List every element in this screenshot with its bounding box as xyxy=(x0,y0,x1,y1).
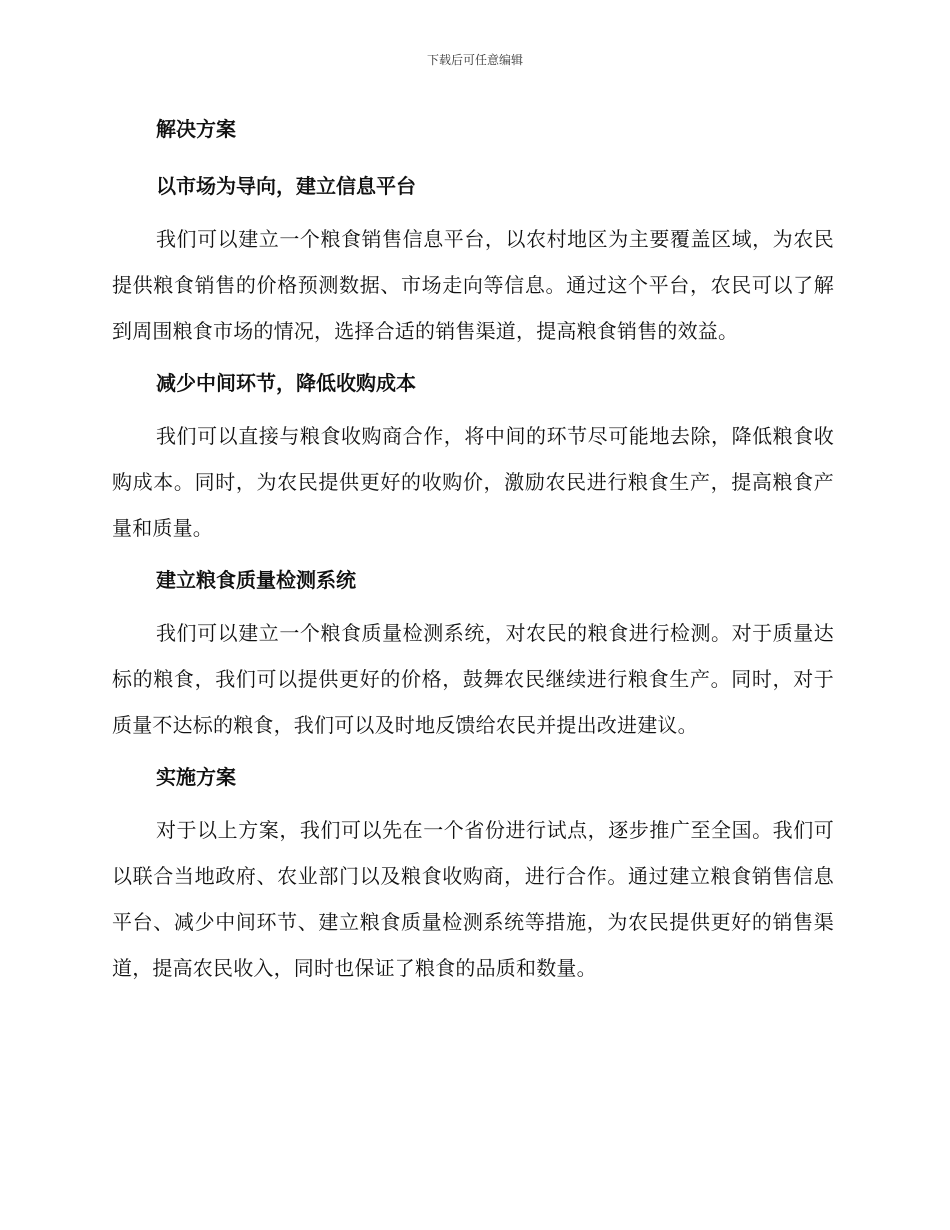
paragraph-info-platform: 我们可以建立一个粮食销售信息平台，以农村地区为主要覆盖区域，为农民提供粮食销售的价格预测数据、市场走向等信息。通过这个平台，农民可以了解到周围粮食市场的情况，选择合适的销售渠道，提高粮食销售的效益。 xyxy=(112,227,834,343)
paragraph-implementation: 对于以上方案，我们可以先在一个省份进行试点，逐步推广至全国。我们可以联合当地政府、农业部门以及粮食收购商，进行合作。通过建立粮食销售信息平台、减少中间环节、建立粮食质量检测系统等措施，为农民提供更好的销售渠道，提高农民收入，同时也保证了粮食的品质和数量。 xyxy=(112,818,834,980)
paragraph-reduce-intermediaries: 我们可以直接与粮食收购商合作，将中间的环节尽可能地去除，降低粮食收购成本。同时，为农民提供更好的收购价，激励农民进行粮食生产，提高粮食产量和质量。 xyxy=(112,424,834,540)
section-heading-implementation: 实施方案 xyxy=(156,765,236,789)
subheading-info-platform: 以市场为导向，建立信息平台 xyxy=(156,174,416,198)
section-heading-solution: 解决方案 xyxy=(156,117,236,141)
subheading-quality-inspection: 建立粮食质量检测系统 xyxy=(156,568,356,592)
subheading-reduce-intermediaries: 减少中间环节，降低收购成本 xyxy=(156,371,416,395)
paragraph-quality-inspection: 我们可以建立一个粮食质量检测系统，对农民的粮食进行检测。对于质量达标的粮食，我们可以提供更好的价格，鼓舞农民继续进行粮食生产。同时，对于质量不达标的粮食，我们可以及时地反馈给农民并提出改进建议。 xyxy=(112,621,834,737)
page-header: 下载后可任意编辑 xyxy=(426,53,523,67)
document-body xyxy=(112,112,834,991)
